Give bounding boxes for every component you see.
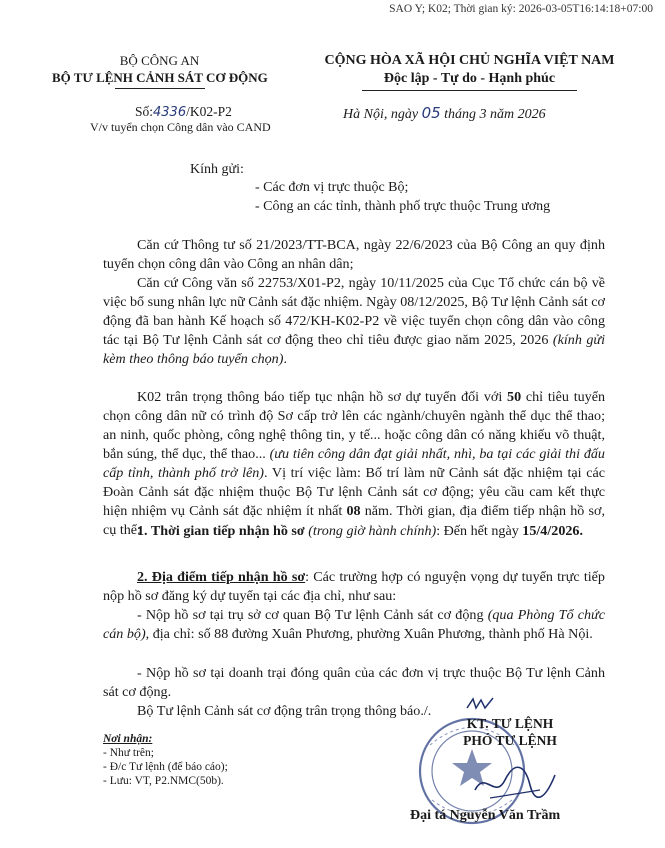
- doc-number-suffix: /K02-P2: [186, 104, 232, 119]
- date-rest: tháng 3 năm 2026: [444, 107, 546, 122]
- signature-title: KT. TƯ LỆNH: [466, 716, 554, 731]
- document-number: [135, 104, 232, 120]
- para3-years: 08: [346, 503, 361, 519]
- document-subject: V/v tuyển chọn Công dân vào CAND: [90, 120, 271, 134]
- country-name: CỘNG HÒA XÃ HỘI CHỦ NGHĨA VIỆT NAM: [324, 53, 615, 68]
- bullet1-a: - Nộp hồ sơ tại trụ sở cơ quan Bộ Tư lệnh Cảnh sát cơ động: [137, 607, 488, 623]
- para3-quota: 50: [507, 389, 522, 405]
- digital-signature-stamp: SAO Y; K02; Thời gian ký: 2026-03-05T16:14:18+07:00: [389, 3, 653, 15]
- recipients-list: [103, 732, 228, 788]
- para3-g: năm. Thời gian, địa điểm tiếp nhận hồ sơ, cụ thể:: [103, 503, 605, 538]
- noi-nhan-item: - Lưu: VT, P2.NMC(50b).: [103, 775, 224, 787]
- bullet-headquarters: [103, 606, 605, 644]
- bullet1-b: , địa chỉ: số 88 đường Xuân Phương, phường Xuân Phương, thành phố Hà Nội.: [145, 626, 593, 642]
- bullet1-italic: (qua Phòng Tổ chức cán bộ): [103, 607, 605, 642]
- item-2-location: [103, 568, 605, 606]
- para2-end: .: [283, 351, 287, 367]
- signature-position: PHÓ TƯ LỆNH: [463, 733, 557, 748]
- paragraph-legal-basis-1: Căn cứ Thông tư số 21/2023/TT-BCA, ngày 22/6/2023 của Bộ Công an quy định tuyển chọn công dân vào Công an nhân dân;: [103, 237, 605, 272]
- para3-priority: (ưu tiên công dân đạt giải nhất, nhì, ba tại các giải thi đấu cấp tỉnh, thành phố trở lên): [103, 446, 605, 481]
- para2-italic: (kính gửi kèm theo thông báo tuyển chọn): [103, 332, 605, 367]
- signature-block: [430, 715, 590, 749]
- bullet-units: - Nộp hồ sơ tại doanh trại đóng quân của các đơn vị trực thuộc Bộ Tư lệnh Cảnh sát cơ động.: [103, 665, 605, 700]
- divider: [362, 90, 577, 91]
- signer-name: Đại tá Nguyễn Văn Trầm: [410, 808, 561, 823]
- doc-number-prefix: Số:: [135, 104, 154, 119]
- ministry-name: BỘ CÔNG AN: [119, 53, 200, 68]
- initial-mark-icon: [465, 696, 495, 712]
- closing-sentence: Bộ Tư lệnh Cảnh sát cơ động trân trọng thông báo./.: [137, 703, 432, 719]
- item-1-time: [103, 522, 605, 541]
- noi-nhan-item: - Như trên;: [103, 747, 154, 759]
- header-right: [297, 52, 642, 91]
- para3-e: . Vị trí việc làm: Bố trí làm nữ Cảnh sát đặc nhiệm tại các Đoàn Cảnh sát đặc nhiệm thuộc Bộ Tư lệnh Cảnh sát cơ động; yêu cầu cam kết thực hiện nhiệm vụ Cảnh sát đặc nhiệm ít nhất: [103, 465, 605, 519]
- document-date: [343, 104, 546, 123]
- para3-c: chỉ tiêu tuyển chọn công dân nữ có trình độ Sơ cấp trở lên các ngành/chuyên ngành thể dục thể thao; an ninh, quốc phòng, công nghệ thông tin, y tế... hoặc công dân có năng khiếu võ thuật, bắn súng, thể dục, thể thao...: [103, 389, 606, 462]
- paragraph-announcement: [103, 388, 605, 540]
- recipient-item: - Công an các tỉnh, thành phố trực thuộc Trung ương: [255, 199, 551, 214]
- date-day-handwritten: 05: [421, 104, 441, 122]
- doc-number-handwritten: 4336: [153, 105, 187, 120]
- greeting: Kính gửi:: [190, 162, 244, 177]
- item1-italic: (trong giờ hành chính): [304, 523, 437, 539]
- item2-text: : Các trường hợp có nguyện vọng dự tuyển trực tiếp nộp hồ sơ đăng ký dự tuyển tại các địa chỉ, như sau:: [103, 569, 605, 604]
- header-left: [52, 52, 267, 89]
- item1-title: 1. Thời gian tiếp nhận hồ sơ: [137, 523, 305, 539]
- command-name: BỘ TƯ LỆNH CẢNH SÁT CƠ ĐỘNG: [52, 70, 268, 85]
- item2-title: 2. Địa điểm tiếp nhận hồ sơ: [137, 569, 306, 585]
- para2-text: Căn cứ Công văn số 22753/X01-P2, ngày 10/11/2025 của Cục Tổ chức cán bộ về việc bổ sung nhân lực nữ Cảnh sát đặc nhiệm. Ngày 08/12/2025, Bộ Tư lệnh Cảnh sát cơ động đã ban hành Kế hoạch số 472/KH-K02-P2 về việc tuyển chọn công dân vào công tác tại Bộ Tư lệnh Cảnh sát cơ động theo chỉ tiêu được giao năm 2025, 2026: [103, 275, 605, 348]
- noi-nhan-item: - Đ/c Tư lệnh (để báo cáo);: [103, 761, 228, 773]
- recipient-item: - Các đơn vị trực thuộc Bộ;: [255, 180, 409, 195]
- national-motto: Độc lập - Tự do - Hạnh phúc: [383, 71, 556, 86]
- date-place: Hà Nội, ngày: [343, 107, 419, 122]
- item1-deadline: 15/4/2026.: [522, 523, 583, 539]
- paragraph-legal-basis-2: [103, 274, 605, 369]
- para3-a: K02 trân trọng thông báo tiếp tục nhận hồ sơ dự tuyển đối với: [137, 389, 508, 405]
- handwritten-signature-icon: [470, 760, 560, 805]
- noi-nhan-title: Nơi nhận:: [103, 733, 153, 745]
- divider: [115, 88, 205, 89]
- item1-text: : Đến hết ngày: [436, 523, 523, 539]
